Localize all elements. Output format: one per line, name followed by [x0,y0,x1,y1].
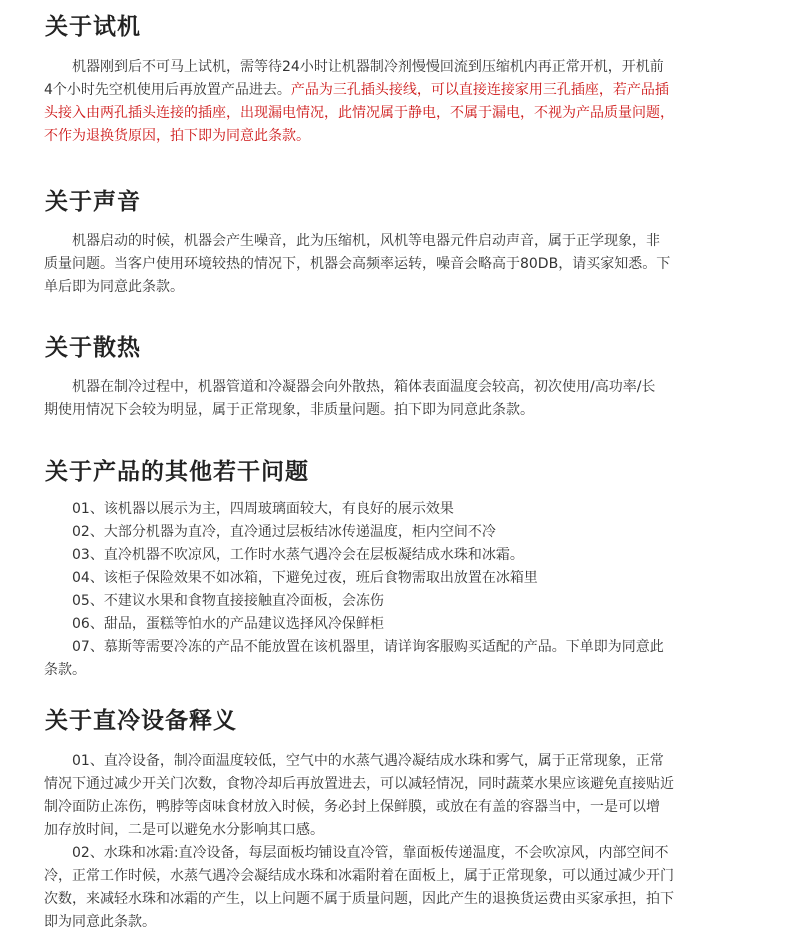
section-title-noise: 关于声音 [45,189,141,215]
body-text: 冷，正常工作时候，水蒸气遇冷会凝结成水珠和冰霜附着在面板上，属于正常现象，可以通过减少开门 [44,868,674,884]
section-body-other-issues [44,498,752,682]
body-text: 01、直冷设备，制冷面温度较低，空气中的水蒸气遇冷凝结成水珠和雾气，属于正常现象，正常 [44,753,664,769]
text-line [44,544,752,567]
body-text: 03、直冷机器不吹凉风，工作时水蒸气遇冷会在层板凝结成水珠和冰霜。 [44,547,524,563]
text-line [44,253,752,276]
text-line [44,276,752,299]
body-text: 加存放时间，二是可以避免水分影响其口感。 [44,822,324,838]
text-line [44,911,752,934]
section-title-direct-cooling: 关于直冷设备释义 [45,708,237,734]
warning-text: 头接入由两孔插头连接的插座，出现漏电情况，此情况属于静电，不属于漏电，不视为产品质量问题， [44,105,674,121]
body-text: 04、该柜子保险效果不如冰箱，下避免过夜，班后食物需取出放置在冰箱里 [44,570,538,586]
body-text: 情况下通过减少开关门次数，食物冷却后再放置进去，可以减轻情况，同时蔬菜水果应该避免直接贴近 [44,776,674,792]
body-text: 02、水珠和冰霜:直冷设备，每层面板均铺设直冷管，靠面板传递温度，不会吹凉风，内部空间不 [44,845,669,861]
body-text: 机器启动的时候，机器会产生噪音，此为压缩机，风机等电器元件启动声音，属于正学现象，非 [44,233,660,249]
body-text: 4个小时先空机使用后再放置产品进去。 [44,82,291,98]
text-line [44,376,752,399]
text-line [44,230,752,253]
text-line [44,79,752,102]
body-text: 质量问题。当客户使用环境较热的情况下，机器会高频率运转，噪音会略高于80DB，请买家知悉。下 [44,256,671,272]
text-line [44,56,752,79]
section-title-other-issues: 关于产品的其他若干问题 [45,459,309,485]
text-line [44,102,752,125]
body-text: 02、大部分机器为直冷，直冷通过层板结冰传递温度，柜内空间不冷 [44,524,496,540]
text-line [44,750,752,773]
text-line [44,521,752,544]
section-title-test-run: 关于试机 [45,14,141,40]
body-text: 单后即为同意此条款。 [44,279,184,295]
body-text: 期使用情况下会较为明显，属于正常现象，非质量问题。拍下即为同意此条款。 [44,402,534,418]
body-text: 即为同意此条款。 [44,914,156,930]
body-text: 次数，来减轻水珠和冰霜的产生，以上问题不属于质量问题，因此产生的退换货运费由买家承担，拍下 [44,891,674,907]
body-text: 机器刚到后不可马上试机，需等待24小时让机器制冷剂慢慢回流到压缩机内再正常开机，开机前 [44,59,664,75]
text-line [44,125,752,148]
text-line [44,498,752,521]
body-text: 06、甜品，蛋糕等怕水的产品建议选择风冷保鲜柜 [44,616,384,632]
warning-text: 产品为三孔插头接线，可以直接连接家用三孔插座，若产品插 [290,82,669,98]
section-title-heat: 关于散热 [45,335,141,361]
body-text: 制冷面防止冻伤，鸭脖等卤味食材放入时候，务必封上保鲜膜，或放在有盖的容器当中，一是可以增 [44,799,660,815]
section-body-test-run [44,56,752,148]
text-line [44,865,752,888]
body-text: 机器在制冷过程中，机器管道和冷凝器会向外散热，箱体表面温度会较高，初次使用/高功率/长 [44,379,656,395]
text-line [44,590,752,613]
text-line [44,888,752,911]
section-body-noise [44,230,752,299]
body-text: 07、慕斯等需要冷冻的产品不能放置在该机器里，请详询客服购买适配的产品。下单即为同意此 [44,639,664,655]
body-text: 条款。 [44,662,86,678]
text-line [44,796,752,819]
text-line [44,567,752,590]
body-text: 05、不建议水果和食物直接接触直冷面板，会冻伤 [44,593,384,609]
text-line [44,613,752,636]
text-line [44,636,752,659]
body-text: 01、该机器以展示为主，四周玻璃面较大，有良好的展示效果 [44,501,454,517]
warning-text: 不作为退换货原因，拍下即为同意此条款。 [44,128,310,144]
text-line [44,819,752,842]
text-line [44,842,752,865]
section-body-direct-cooling [44,750,752,934]
section-body-heat [44,376,752,422]
text-line [44,659,752,682]
text-line [44,773,752,796]
text-line [44,399,752,422]
